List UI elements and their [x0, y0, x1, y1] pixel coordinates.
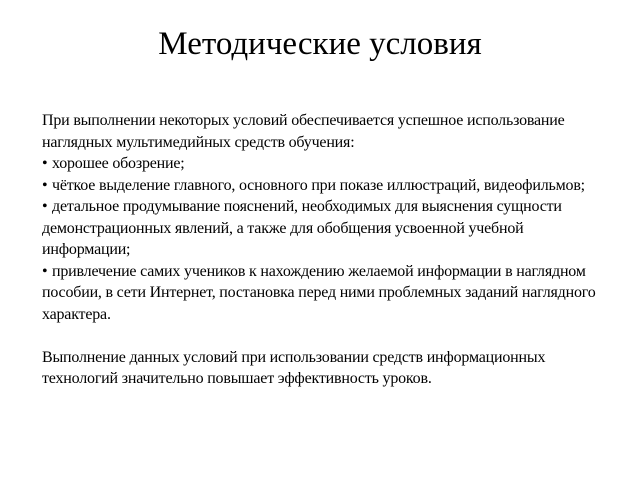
list-item: [42, 261, 602, 326]
list-item: [42, 153, 602, 175]
slide-title: Методические условия: [158, 26, 482, 62]
bullet-icon: •: [42, 262, 48, 280]
paragraph-spacer: [42, 325, 602, 347]
intro-paragraph: При выполнении некоторых условий обеспечивается успешное использование наглядных мультимедийных средств обучения:: [42, 112, 565, 151]
bullet-icon: •: [42, 198, 48, 215]
list-item-text: хорошее обозрение;: [52, 155, 185, 172]
bullet-icon: •: [42, 155, 48, 172]
list-item-text: чёткое выделение главного, основного при показе иллюстраций, видеофильмов;: [52, 176, 585, 194]
list-item-text: привлечение самих учеников к нахождению желаемой информации в наглядном пособии, в сети Интернет, постановка перед ними проблемных заданий наглядного характера.: [42, 262, 596, 323]
conditions-list: [42, 153, 602, 325]
list-item-text: детальное продумывание пояснений, необходимых для выяснения сущности демонстрационных явлений, а также для обобщения усвоенной учебной информации;: [42, 198, 562, 258]
slide-content: [42, 110, 602, 390]
list-item: [42, 175, 602, 197]
conclusion-paragraph: Выполнение данных условий при использовании средств информационных технологий значительно повышает эффективность уроков.: [42, 348, 546, 387]
bullet-icon: •: [42, 176, 48, 194]
list-item: [42, 196, 602, 261]
